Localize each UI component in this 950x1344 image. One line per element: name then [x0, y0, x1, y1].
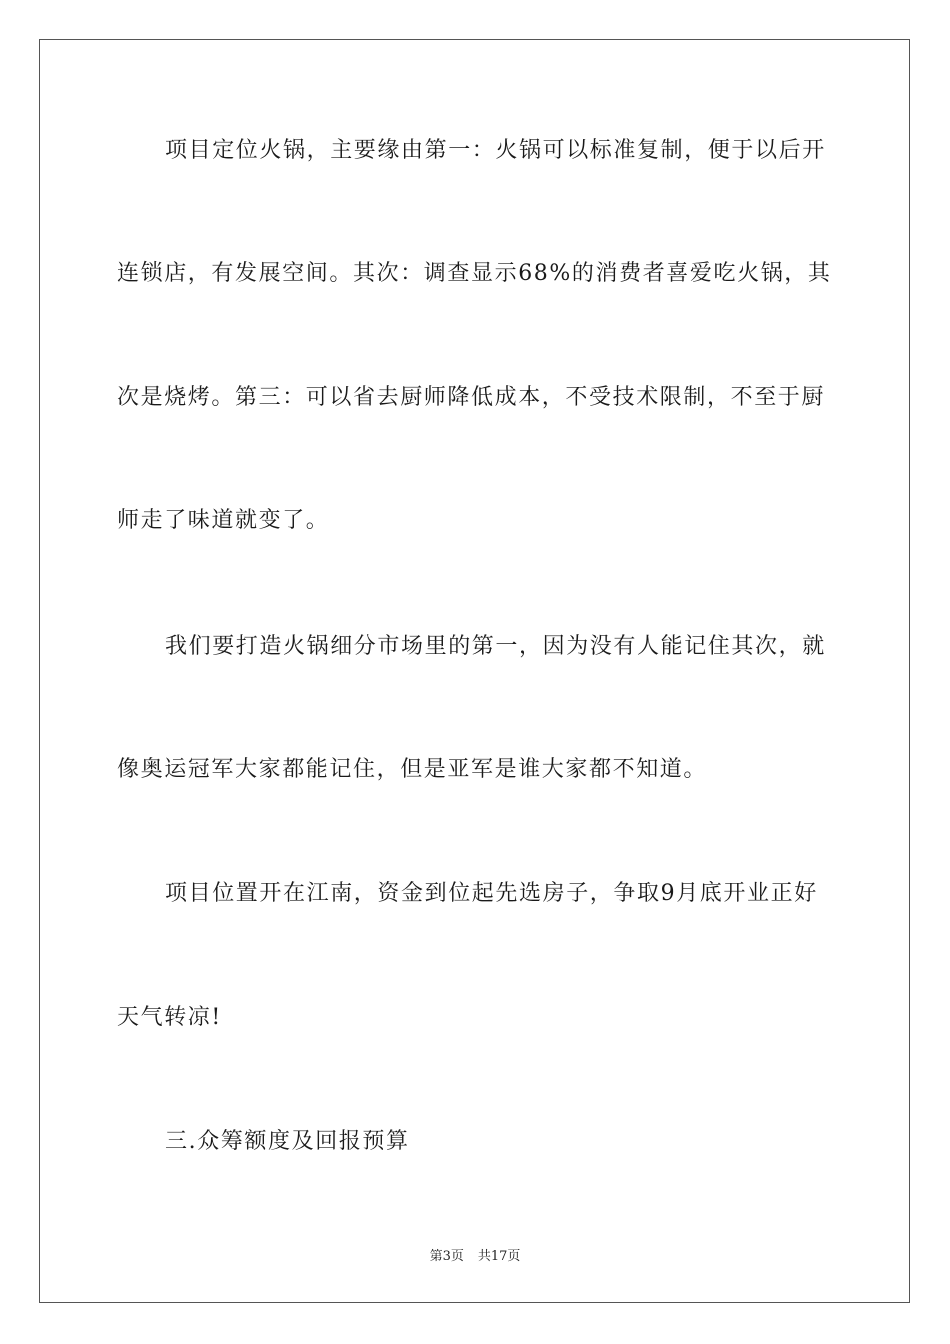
section-heading: 三.众筹额度及回报预算 — [165, 1129, 410, 1154]
paragraph-3-line-2: 天气转凉! — [117, 1005, 222, 1030]
paragraph-1-line-3: 次是烧烤。第三：可以省去厨师降低成本，不受技术限制，不至于厨 — [117, 385, 826, 410]
page-border — [39, 39, 910, 1303]
page-footer — [0, 1248, 950, 1266]
paragraph-1-line-2: 连锁店，有发展空间。其次：调查显示68%的消费者喜爱吃火锅，其 — [117, 261, 832, 286]
paragraph-1-line-1: 项目定位火锅，主要缘由第一：火锅可以标准复制，便于以后开 — [165, 138, 826, 163]
paragraph-2-line-1: 我们要打造火锅细分市场里的第一，因为没有人能记住其次，就 — [165, 634, 826, 659]
page-total: 共17页 — [477, 1249, 521, 1264]
paragraph-1-line-4: 师走了味道就变了。 — [117, 508, 330, 533]
paragraph-3-line-1: 项目位置开在江南，资金到位起先选房子，争取9月底开业正好 — [165, 881, 818, 906]
paragraph-2-line-2: 像奥运冠军大家都能记住，但是亚军是谁大家都不知道。 — [117, 757, 708, 782]
page-number: 第3页 — [429, 1249, 464, 1264]
